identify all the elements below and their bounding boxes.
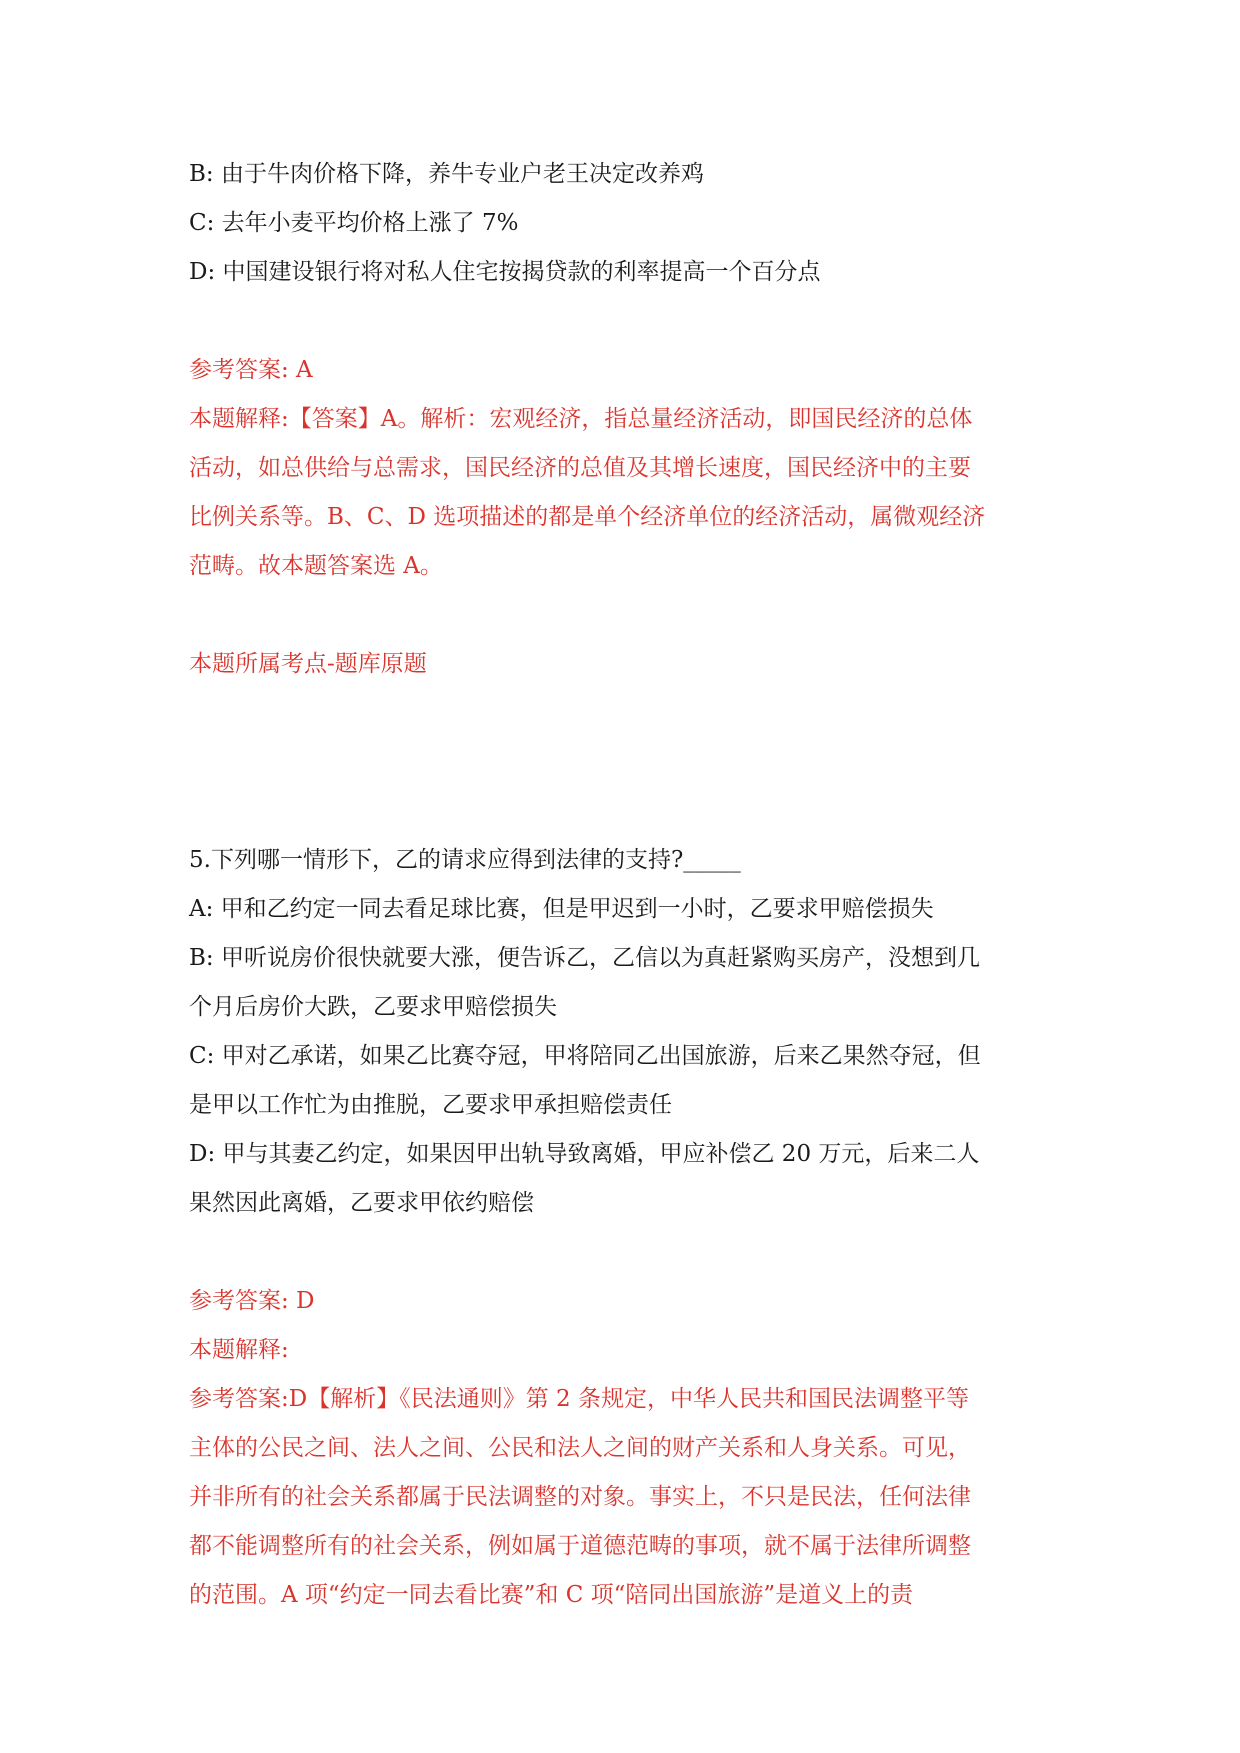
q5-explanation-line-3: 并非所有的社会关系都属于民法调整的对象。事实上，不只是民法，任何法律 (189, 1484, 971, 1510)
q4-option-d: D: 中国建设银行将对私人住宅按揭贷款的利率提高一个百分点 (189, 259, 821, 285)
q4-option-b: B: 由于牛肉价格下降，养牛专业户老王决定改养鸡 (189, 161, 704, 187)
q5-option-c-line-1: C: 甲对乙承诺，如果乙比赛夺冠，甲将陪同乙出国旅游，后来乙果然夺冠，但 (189, 1043, 981, 1069)
q5-explanation-line-1: 参考答案:D【解析】《民法通则》第 2 条规定，中华人民共和国民法调整平等 (189, 1386, 969, 1412)
q4-explanation-line-4: 范畴。故本题答案选 A。 (189, 553, 443, 579)
q5-explanation-line-5: 的范围。A 项“约定一同去看比赛”和 C 项“陪同出国旅游”是道义上的责 (189, 1582, 914, 1608)
q5-option-b-line-2: 个月后房价大跌，乙要求甲赔偿损失 (189, 994, 557, 1020)
q4-explanation-line-2: 活动，如总供给与总需求，国民经济的总值及其增长速度，国民经济中的主要 (189, 455, 971, 481)
q4-knowledge-point: 本题所属考点-题库原题 (189, 651, 427, 677)
q5-option-b-line-1: B: 甲听说房价很快就要大涨，便告诉乙，乙信以为真赶紧购买房产，没想到几 (189, 945, 980, 971)
q5-explanation-label: 本题解释: (189, 1337, 289, 1363)
q5-answer: 参考答案: D (189, 1288, 315, 1314)
q5-option-d-line-1: D: 甲与其妻乙约定，如果因甲出轨导致离婚，甲应补偿乙 20 万元，后来二人 (189, 1141, 980, 1167)
q4-explanation-line-3: 比例关系等。B、C、D 选项描述的都是单个经济单位的经济活动，属微观经济 (189, 504, 986, 530)
q5-explanation-line-4: 都不能调整所有的社会关系，例如属于道德范畴的事项，就不属于法律所调整 (189, 1533, 971, 1559)
q5-explanation-line-2: 主体的公民之间、法人之间、公民和法人之间的财产关系和人身关系。可见， (189, 1435, 971, 1461)
q5-option-c-line-2: 是甲以工作忙为由推脱，乙要求甲承担赔偿责任 (189, 1092, 672, 1118)
q5-option-a: A: 甲和乙约定一同去看足球比赛，但是甲迟到一小时，乙要求甲赔偿损失 (189, 896, 934, 922)
q5-option-d-line-2: 果然因此离婚，乙要求甲依约赔偿 (189, 1190, 534, 1216)
q4-explanation-line-1: 本题解释:【答案】A。解析：宏观经济，指总量经济活动，即国民经济的总体 (189, 406, 973, 432)
document-page (189, 150, 1069, 1620)
q4-option-c: C: 去年小麦平均价格上涨了 7% (189, 210, 519, 236)
q4-answer: 参考答案: A (189, 357, 313, 383)
q5-question: 5.下列哪一情形下，乙的请求应得到法律的支持?_____ (189, 847, 741, 873)
